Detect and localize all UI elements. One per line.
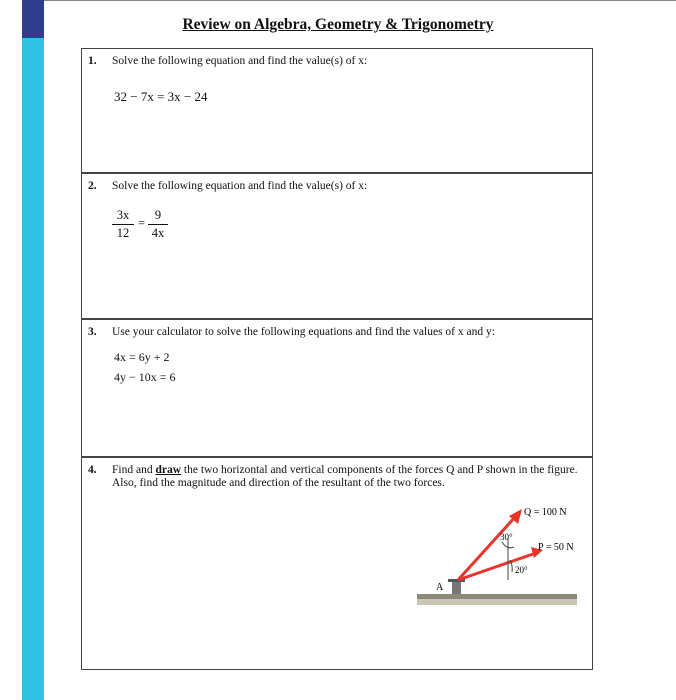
equation-2: 4y − 10x = 6 <box>114 370 176 384</box>
side-accent-bar <box>22 0 44 700</box>
page-title: Review on Algebra, Geometry & Trigonometry <box>182 16 494 33</box>
fraction-right <box>148 208 168 241</box>
question-number: 1. <box>88 55 97 67</box>
support-post <box>452 581 461 594</box>
fraction-numerator: 3x <box>116 208 130 222</box>
question-text: Use your calculator to solve the following equations and find the values of x and y: <box>112 326 495 338</box>
question-text: Solve the following equation and find the value(s) of x: <box>112 180 368 192</box>
emphasis-draw: draw <box>155 464 182 476</box>
equation-1: 4x = 6y + 2 <box>114 350 170 364</box>
equals-sign: = <box>138 216 146 230</box>
question-text: Solve the following equation and find the value(s) of x: <box>112 55 368 67</box>
fraction-bar <box>148 224 168 225</box>
ground-surface <box>417 594 577 599</box>
force-diagram <box>412 498 588 610</box>
question-number: 3. <box>88 326 97 338</box>
equation: 32 − 7x = 3x − 24 <box>114 89 208 104</box>
question-3-box <box>81 319 593 457</box>
question-number: 4. <box>88 464 97 476</box>
question-4-box <box>81 457 593 670</box>
fraction-bar <box>112 224 134 225</box>
force-p-label: P = 50 N <box>538 542 574 553</box>
ground-hatch <box>417 599 577 605</box>
fraction-denominator: 12 <box>116 226 130 240</box>
top-rule <box>44 0 676 1</box>
fraction-denominator: 4x <box>151 226 165 240</box>
question-number: 2. <box>88 180 97 192</box>
fraction-numerator: 9 <box>154 208 162 222</box>
question-text: Find and draw the two horizontal and vertical components of the forces Q and P shown in the figure. Also, find the magnitude and direction of the resultant of the two forces. <box>112 464 578 489</box>
angle-p-label: 20° <box>515 565 528 575</box>
question-2-box <box>81 173 593 319</box>
question-1-box <box>81 48 593 173</box>
angle-q-label: 30° <box>500 532 513 542</box>
point-a-label: A <box>436 582 444 593</box>
fraction-left <box>112 208 134 241</box>
force-q-label: Q = 100 N <box>524 507 567 518</box>
